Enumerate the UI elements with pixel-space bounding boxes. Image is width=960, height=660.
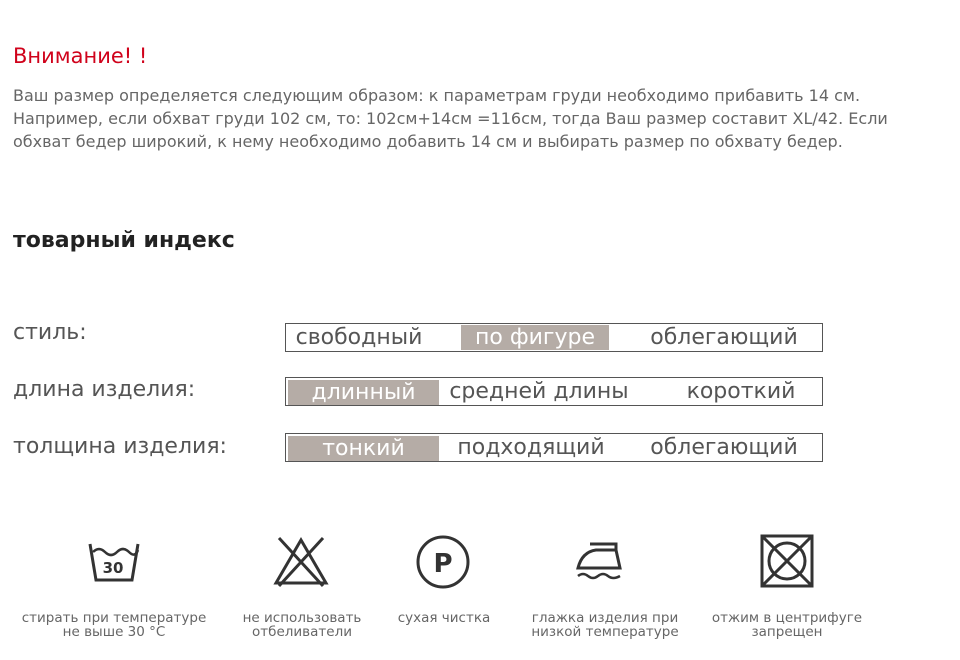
svg-text:P: P: [433, 549, 453, 579]
option-suitable: подходящий: [457, 435, 605, 460]
option-loose: свободный: [295, 325, 423, 350]
care-label-wash: стирать при температуре не выше 30 °C: [21, 610, 207, 640]
no-tumble-dry-icon: [756, 530, 816, 590]
warning-title: Внимание! !: [13, 44, 148, 68]
option-medium: средней длины: [449, 379, 629, 404]
row-label-length: длина изделия:: [13, 377, 196, 402]
row-label-thickness: толщина изделия:: [13, 434, 227, 459]
row-label-style: стиль:: [13, 320, 87, 345]
care-label-dryclean: сухая чистка: [397, 610, 491, 626]
option-short: короткий: [686, 379, 796, 404]
option-thin-selected: тонкий: [288, 436, 439, 461]
thickness-scale: [285, 433, 823, 462]
option-tight-2: облегающий: [650, 435, 798, 460]
section-title: товарный индекс: [13, 228, 235, 253]
care-label-bleach: не использовать отбеливатели: [242, 610, 362, 640]
iron-low-icon: [570, 530, 630, 590]
svg-text:30: 30: [102, 559, 124, 577]
style-scale: [285, 323, 823, 352]
length-scale: [285, 377, 823, 406]
option-long-selected: длинный: [288, 380, 439, 405]
option-tight: облегающий: [650, 325, 798, 350]
no-bleach-icon: [271, 530, 331, 590]
wash-30-icon: [84, 530, 144, 590]
warning-text: Ваш размер определяется следующим образом: к параметрам груди необходимо прибавить 14 см. Например, если обхват груди 102 см, то: 102см+14см =116см, тогда Ваш размер составит XL/42. Если обхват бедер широкий, к нему необходимо добавить 14 см и выбирать размер по обхвату бедер.: [13, 86, 888, 151]
dry-clean-icon: [413, 530, 473, 590]
care-label-spin: отжим в центрифуге запрещен: [711, 610, 863, 640]
option-fitted-selected: по фигуре: [461, 325, 609, 350]
care-label-iron: глажка изделия при низкой температуре: [531, 610, 679, 640]
